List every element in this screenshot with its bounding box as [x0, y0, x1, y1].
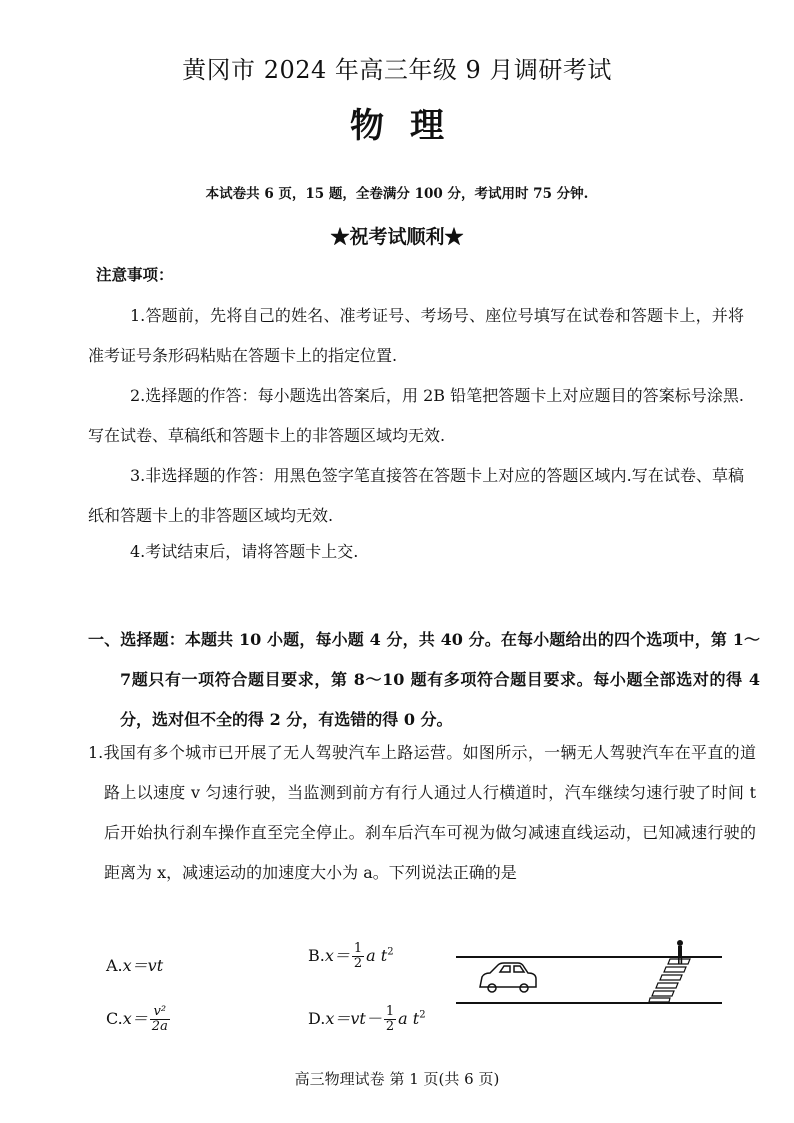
road-crossing-diagram — [452, 935, 732, 1010]
option-c-denominator: 2a — [151, 1019, 168, 1034]
option-c — [106, 1005, 172, 1034]
option-d-rhs: a t — [398, 1009, 420, 1028]
good-luck-banner: ★祝考试顺利★ — [330, 226, 464, 248]
notice-heading: 注意事项： — [96, 265, 174, 284]
option-b-lhs: x＝ — [324, 946, 350, 965]
option-d-exponent: 2 — [419, 1009, 426, 1021]
option-b-label: B. — [308, 946, 325, 965]
notice-item-3: 3.非选择题的作答：用黑色签字笔直接答在答题卡上对应的答题区域内.写在试卷、草稿纸和答题卡上的非答题区域均无效. — [88, 466, 744, 525]
car-icon — [480, 963, 536, 992]
option-b-fraction — [352, 942, 364, 971]
option-a-expr: x＝vt — [122, 956, 164, 975]
option-c-fraction — [150, 1005, 170, 1034]
section-1-title: 一、选择题：本题共 10 小题，每小题 4 分，共 40 分。在每小题给出的四个选项中，第 1～7题只有一项符合题目要求，第 8～10 题有多项符合题目要求。每小题全部选对的得 4 分，选对但不全的得 2 分，有选错的得 0 分。 — [88, 630, 760, 729]
page-footer: 高三物理试卷 第 1 页(共 6 页) — [294, 1070, 500, 1088]
exam-title: 黄冈市 2024 年高三年级 9 月调研考试 — [182, 56, 612, 84]
option-b-denominator: 2 — [353, 956, 363, 971]
option-b — [308, 942, 394, 971]
option-b-numerator: 1 — [353, 941, 363, 956]
option-d-label: D. — [308, 1009, 326, 1028]
option-d-denominator: 2 — [385, 1019, 395, 1034]
notice-item-1: 1.答题前，先将自己的姓名、准考证号、考场号、座位号填写在试卷和答题卡上，并将准考证号条形码粘贴在答题卡上的指定位置. — [88, 306, 744, 365]
option-b-rhs: a t — [366, 946, 388, 965]
zebra-crossing — [649, 959, 690, 1002]
question-1-stem: 1.我国有多个城市已开展了无人驾驶汽车上路运营。如图所示，一辆无人驾驶汽车在平直的道路上以速度 v 匀速行驶，当监测到前方有行人通过人行横道时，汽车继续匀速行驶了时间 t 后开始执行刹车操作直至完全停止。刹车后汽车可视为做匀减速直线运动，已知减速行驶的距离为 x，减速运动的加速度大小为 a。下列说法正确的是 — [88, 743, 756, 882]
option-c-numerator: v² — [150, 1005, 170, 1020]
option-b-exponent: 2 — [387, 946, 394, 958]
subject-title: 物理 — [350, 106, 470, 146]
option-d-fraction — [384, 1005, 396, 1034]
notice-item-4: 4.考试结束后，请将答题卡上交. — [130, 542, 359, 561]
notice-item-2: 2.选择题的作答：每小题选出答案后，用 2B 铅笔把答题卡上对应题目的答案标号涂黑.写在试卷、草稿纸和答题卡上的非答题区域均无效. — [88, 386, 744, 445]
option-a-label: A. — [106, 956, 123, 975]
option-c-label: C. — [106, 1009, 123, 1028]
pedestrian-icon — [677, 940, 683, 964]
option-c-lhs: x＝ — [122, 1009, 148, 1028]
option-d-numerator: 1 — [385, 1004, 395, 1019]
exam-info: 本试卷共 6 页，15 题，全卷满分 100 分，考试用时 75 分钟. — [205, 186, 589, 202]
option-a — [106, 953, 163, 976]
option-d-lhs: x＝vt－ — [325, 1009, 382, 1028]
option-d — [308, 1005, 426, 1034]
